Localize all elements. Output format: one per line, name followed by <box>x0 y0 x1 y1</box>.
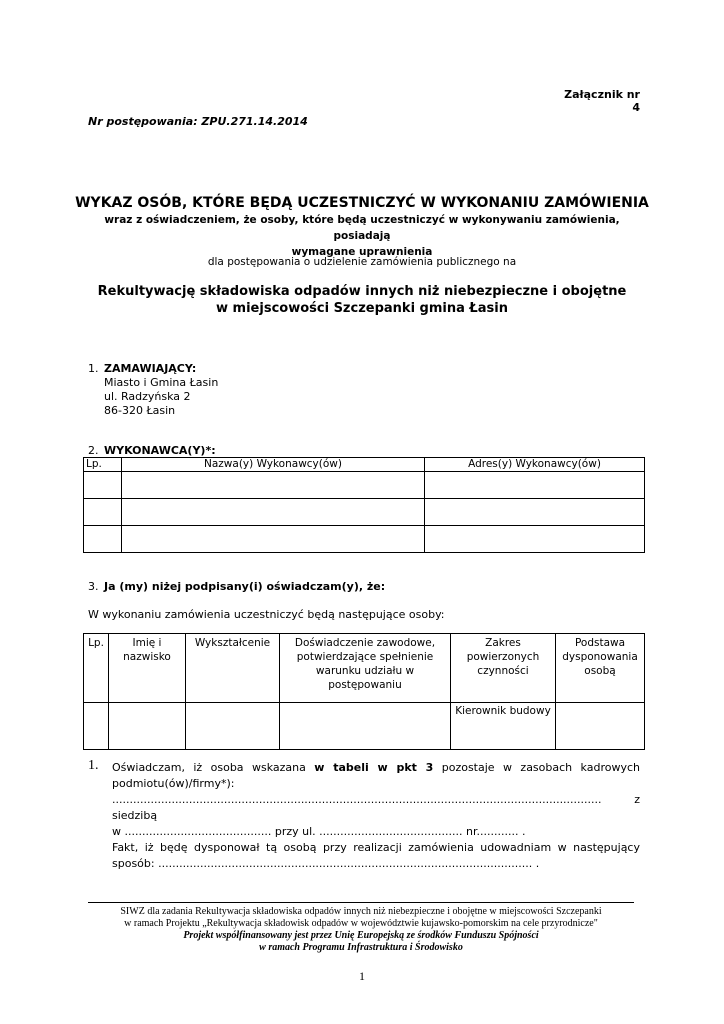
contractor-table <box>83 457 645 553</box>
footer-line: Projekt współfinansowany jest przez Unię Europejską ze środków Funduszu Spójności <box>183 930 539 941</box>
table-header-row <box>84 634 645 703</box>
column-header: Imię i nazwisko <box>109 634 186 703</box>
address-line: ul. Radzyńska 2 <box>104 390 191 403</box>
section-number: 2. <box>88 444 99 457</box>
table-cell[interactable] <box>122 526 425 553</box>
declaration-text: pozostaje w zasobach kadrowych podmiotu(ów)/firmy*): <box>112 761 640 790</box>
table-header-row <box>84 458 645 472</box>
document-subtitle <box>80 212 644 260</box>
section-heading: Ja (my) niżej podpisany(i) oświadczam(y), że: <box>104 580 386 593</box>
project-title <box>60 283 664 317</box>
project-line: w miejscowości Szczepanki gmina Łasin <box>216 301 508 316</box>
project-line: Rekultywację składowiska odpadów innych niż niebezpieczne i obojętne <box>97 284 627 299</box>
for-proceeding-text: dla postępowania o udzielenie zamówienia publicznego na <box>207 256 517 268</box>
table-row <box>84 703 645 750</box>
declaration-line <box>112 760 640 792</box>
proceeding-number: Nr postępowania: ZPU.271.14.2014 <box>88 115 308 128</box>
table-cell[interactable] <box>280 703 451 750</box>
subtitle-line: wymagane uprawnienia <box>291 246 433 258</box>
section-ordering-party <box>88 362 196 375</box>
section-contractor <box>88 444 216 457</box>
persons-intro: W wykonaniu zamówienia uczestniczyć będą następujące osoby: <box>88 608 445 621</box>
table-row <box>84 472 645 499</box>
column-header: Doświadczenie zawodowe, potwierdzające spełnienie warunku udziału w postępowaniu <box>280 634 451 703</box>
resource-declaration <box>88 760 640 872</box>
table-row <box>84 499 645 526</box>
column-header: Lp. <box>84 634 109 703</box>
column-header: Nazwa(y) Wykonawcy(ów) <box>122 458 425 472</box>
table-cell[interactable] <box>84 499 122 526</box>
table-cell[interactable] <box>186 703 280 750</box>
table-cell[interactable] <box>556 703 645 750</box>
table-cell-scope[interactable]: Kierownik budowy <box>451 703 556 750</box>
section-heading: WYKONAWCA(Y)*: <box>104 444 216 457</box>
table-cell[interactable] <box>122 472 425 499</box>
section-declaration <box>88 580 385 593</box>
footer-line: w ramach Projektu „Rekultywacja składowisk odpadów w województwie kujawsko-pomorskim na cele przyrodnicze" <box>124 918 598 929</box>
table-cell[interactable] <box>122 499 425 526</box>
column-header: Lp. <box>84 458 122 472</box>
table-cell[interactable] <box>425 472 645 499</box>
column-header: Zakres powierzonych czynności <box>451 634 556 703</box>
subtitle-line: wraz z oświadczeniem, że osoby, które będą uczestniczyć w wykonywaniu zamówienia, posiadają <box>104 214 620 242</box>
persons-table <box>83 633 645 750</box>
footer-line: SIWZ dla zadania Rekultywacja składowiska odpadów innych niż niebezpieczne i obojętne w miejscowości Szczepanki <box>120 906 602 917</box>
table-cell[interactable] <box>425 499 645 526</box>
table-row <box>84 526 645 553</box>
column-header: Podstawa dysponowania osobą <box>556 634 645 703</box>
table-cell[interactable] <box>84 526 122 553</box>
address-line: Miasto i Gmina Łasin <box>104 376 219 389</box>
column-header: Wykształcenie <box>186 634 280 703</box>
page-footer <box>88 906 634 954</box>
declaration-line: Fakt, iż będę dysponował tą osobą przy realizacji zamówienia udowadniam w następujący sposób: ........................................................................................................... . <box>112 841 640 870</box>
page-number: 1 <box>359 969 365 983</box>
footer-divider <box>88 902 634 903</box>
section-heading: ZAMAWIAJĄCY: <box>104 362 197 375</box>
declaration-emphasis: w tabeli w pkt 3 <box>314 761 434 774</box>
column-header: Adres(y) Wykonawcy(ów) <box>425 458 645 472</box>
address-line: 86-320 Łasin <box>104 404 176 417</box>
declaration-number: 1. <box>88 758 99 773</box>
table-cell[interactable] <box>84 703 109 750</box>
table-cell[interactable] <box>109 703 186 750</box>
section-number: 3. <box>88 580 99 593</box>
declaration-body <box>112 760 640 872</box>
attachment-label: Załącznik nr 4 <box>564 88 640 114</box>
footer-line: w ramach Programu Infrastruktura i Środowisko <box>259 942 463 953</box>
ordering-party-address <box>104 376 218 418</box>
declaration-text: Oświadczam, iż osoba wskazana <box>112 761 315 774</box>
declaration-line: ............................................................................................................................................ z siedzibą <box>112 793 640 822</box>
table-cell[interactable] <box>84 472 122 499</box>
table-cell[interactable] <box>425 526 645 553</box>
section-number: 1. <box>88 362 99 375</box>
declaration-line: w .......................................... przy ul. ......................................... nr............ . <box>112 825 526 838</box>
document-title: WYKAZ OSÓB, KTÓRE BĘDĄ UCZESTNICZYĆ W WYKONANIU ZAMÓWIENIA <box>75 195 649 211</box>
